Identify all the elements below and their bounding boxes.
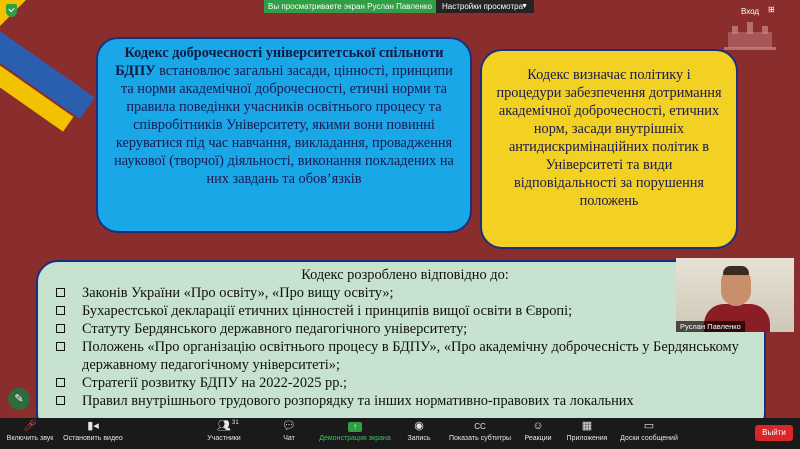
apps-grid-icon: ▦ <box>581 420 593 432</box>
code-policy-text: Кодекс визначає політику і процедури забезпечення дотримання академічної доброчесності, етичних норм, засади внутрішніх антидискримінаційних політик в Університеті та види відповідальності за порушення положень <box>496 67 722 209</box>
list-item: Положень «Про організацію освітнього процесу в БДПУ», «Про академічну доброчесність у Бердянському державному педагогічному університеті»; <box>56 338 754 374</box>
leave-meeting-button[interactable]: Выйти <box>755 425 793 441</box>
view-settings-button[interactable] <box>436 0 534 13</box>
record-icon: ◉ <box>414 420 424 432</box>
list-item: Правил внутрішнього трудового розпорядку та інших нормативно-правових та локальних <box>56 392 754 410</box>
chevron-down-icon: ▼ <box>521 3 528 10</box>
code-basis-list <box>56 284 754 410</box>
apps-button[interactable]: ▦ Приложения <box>562 418 612 449</box>
fullscreen-grid-icon[interactable]: ⊞ <box>768 5 775 14</box>
reactions-button[interactable]: ☺ Реакции <box>520 418 556 449</box>
show-captions-button[interactable]: CC Показать субтитры <box>444 418 516 449</box>
screen-share-banner: Вы просматриваете экран Руслан Павленко <box>264 0 436 13</box>
video-camera-icon: ▮◂ <box>87 420 99 432</box>
security-shield-icon[interactable] <box>6 4 17 17</box>
stop-video-button[interactable]: ▮◂ Остановить видео <box>60 418 126 449</box>
share-screen-icon: ↑ <box>348 422 362 432</box>
record-button[interactable]: ◉ Запись <box>402 418 436 449</box>
checkbox-bullet-icon <box>56 288 65 297</box>
university-logo-icon <box>722 18 778 52</box>
code-basis-title: Кодекс розроблено відповідно до: <box>301 267 509 283</box>
participant-name-label: Руслан Павленко <box>676 321 745 332</box>
meeting-toolbar <box>0 418 800 449</box>
list-item: Законів України «Про освіту», «Про вищу освіту»; <box>56 284 754 302</box>
checkbox-bullet-icon <box>56 324 65 333</box>
list-item: Статуту Бердянського державного педагогічного університету; <box>56 320 754 338</box>
checkbox-bullet-icon <box>56 306 65 315</box>
whiteboards-button[interactable]: ▭ Доски сообщений <box>614 418 684 449</box>
participant-video-thumbnail[interactable] <box>676 258 794 332</box>
code-policy-box <box>480 49 738 249</box>
whiteboard-icon: ▭ <box>643 420 655 432</box>
participants-count: 31 <box>232 420 239 426</box>
microphone-muted-icon: 🎤︎ <box>23 420 37 432</box>
chat-button[interactable]: 💬︎ Чат <box>274 418 304 449</box>
list-item: Стратегії розвитку БДПУ на 2022-2025 рр.; <box>56 374 754 392</box>
unmute-button[interactable]: 🎤︎ Включить звук <box>4 418 56 449</box>
participants-icon: 👥︎ <box>217 420 231 432</box>
chat-bubble-icon: 💬︎ <box>282 420 296 432</box>
exit-fullscreen-label[interactable]: Вход <box>741 7 760 16</box>
view-settings-label: Настройки просмотра <box>442 2 524 11</box>
code-definition-box <box>96 37 472 233</box>
participants-button[interactable]: 👥︎ 31 Участники <box>200 418 248 449</box>
list-item: Бухарестської декларації етичних цінностей і принципів вищої освіти в Європі; <box>56 302 754 320</box>
share-screen-button[interactable]: ↑ Демонстрация экрана <box>319 422 391 442</box>
closed-captions-icon: CC <box>474 422 486 431</box>
code-basis-box <box>36 260 766 418</box>
checkbox-bullet-icon <box>56 396 65 405</box>
annotate-pencil-icon[interactable]: ✎ <box>8 388 30 410</box>
checkbox-bullet-icon <box>56 342 65 351</box>
checkbox-bullet-icon <box>56 378 65 387</box>
code-definition-text: встановлює загальні засади, цінності, принципи та норми академічної доброчесності, етичні норми та правила поведінки учасників освітнього процесу та співробітників Університету, якими вони повинні керуватися під час навчання, викладання, провадження наукової (творчої) діяльності, виконання покладених на них завдань та обов’язків <box>114 63 454 187</box>
smiley-plus-icon: ☺ <box>532 420 544 432</box>
code-definition-title: Кодекс доброчесності університетської спільноти БДПУ <box>115 45 444 79</box>
